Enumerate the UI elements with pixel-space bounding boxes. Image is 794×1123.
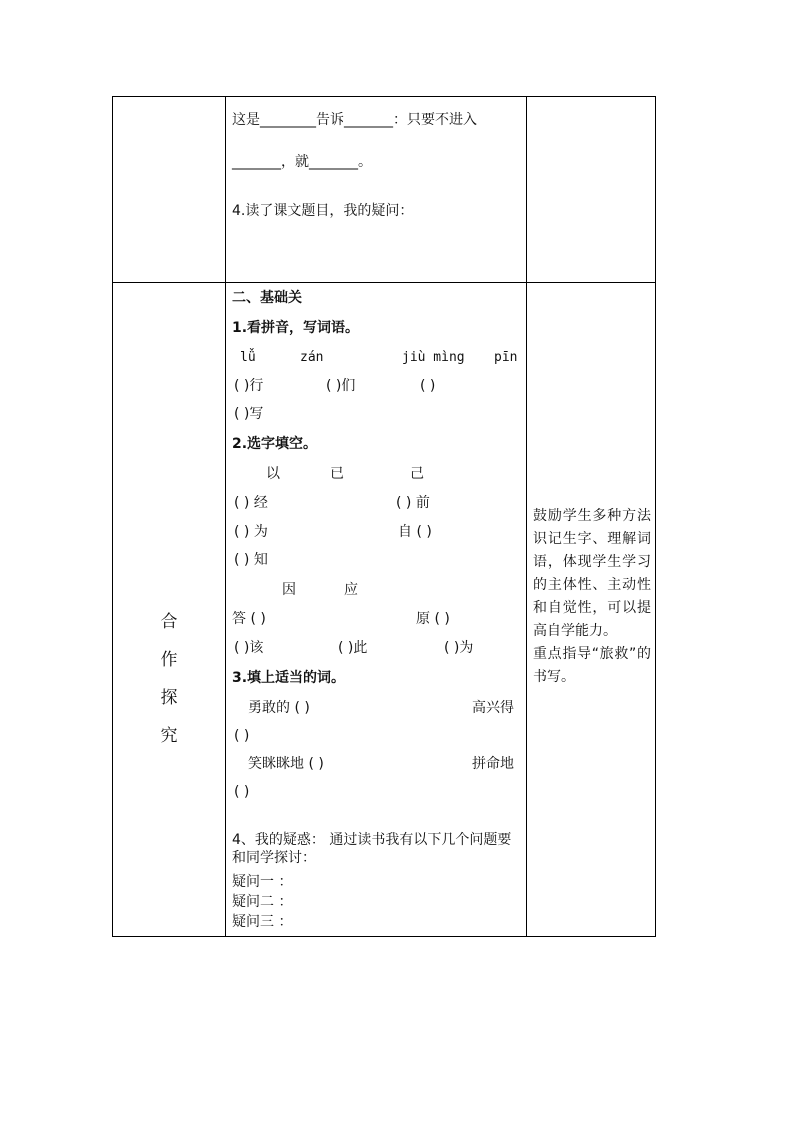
label-char: 作 <box>160 650 178 670</box>
pinyin-4: pīn <box>494 350 518 365</box>
row1-label-cell <box>113 97 226 283</box>
note-text: 鼓励学生多种方法识记生字、理解词语，体现学生学习的主体性、主动性和自觉性，可以提高自学能力。 重点指导“旅救”的书写。 <box>533 508 651 685</box>
lesson-plan-table <box>112 96 656 937</box>
answer-blank: 原 ( ) <box>416 611 450 627</box>
pinyin-3: jiù mìng <box>402 350 465 365</box>
label-char: 究 <box>160 726 178 746</box>
q3-title: 3.填上适当的词。 <box>232 670 346 686</box>
pinyin-1: lǚ <box>240 350 256 365</box>
pinyin-2: zán <box>300 350 324 365</box>
answer-blank: ( ) 前 <box>396 495 430 511</box>
answer-blank: ( )行 <box>234 378 264 394</box>
q4-text: 4、我的疑惑： 通过读书我有以下几个问题要和同学探讨： <box>232 832 512 866</box>
fill-blank-line-2: _______，就_______。 <box>232 154 372 170</box>
table-row <box>113 97 656 283</box>
row1-note-cell <box>527 97 656 283</box>
answer-blank: ( )写 <box>234 406 264 422</box>
question-4-prompt: 4.读了课文题目，我的疑问： <box>232 203 414 219</box>
answer-blank: ( ) <box>234 728 250 744</box>
answer-blank: ( ) <box>234 784 250 800</box>
section-label-vertical <box>113 603 225 755</box>
answer-blank: ( ) 经 <box>234 495 268 511</box>
question-item: 疑问三 ： <box>232 914 293 930</box>
row2-content-cell <box>226 283 527 937</box>
phrase-word: 高兴得 <box>472 700 514 716</box>
phrase-blank: 笑眯眯地 ( ) <box>248 756 324 772</box>
row1-content-cell <box>226 97 527 283</box>
phrase-word: 拼命地 <box>472 756 514 772</box>
fill-blank-line-1: 这是________告诉_______：只要不进入 <box>232 112 477 128</box>
choice-char: 以 <box>266 466 280 482</box>
q1-title: 1.看拼音，写词语。 <box>232 320 360 336</box>
table-row <box>113 283 656 937</box>
answer-blank: 自 ( ) <box>398 524 432 540</box>
question-item: 疑问二 ： <box>232 894 293 910</box>
choice-char: 应 <box>344 582 358 598</box>
answer-blank: ( ) 为 <box>234 524 268 540</box>
row2-note-cell <box>527 283 656 937</box>
q2-title: 2.选字填空。 <box>232 436 318 452</box>
answer-blank: ( )为 <box>444 640 474 656</box>
answer-blank: ( )该 <box>234 640 264 656</box>
answer-blank: ( )们 <box>326 378 356 394</box>
section-title: 二、基础关 <box>232 290 302 306</box>
teaching-note <box>533 505 651 689</box>
choice-char: 己 <box>410 466 424 482</box>
choice-char: 因 <box>282 582 296 598</box>
label-char: 探 <box>160 688 178 708</box>
choice-char: 已 <box>330 466 344 482</box>
row2-label-cell <box>113 283 226 937</box>
phrase-blank: 勇敢的 ( ) <box>248 700 310 716</box>
label-char: 合 <box>160 612 178 632</box>
answer-blank: ( ) <box>420 378 436 394</box>
answer-blank: ( ) 知 <box>234 552 268 568</box>
question-item: 疑问一 ： <box>232 874 293 890</box>
answer-blank: 答 ( ) <box>232 611 266 627</box>
answer-blank: ( )此 <box>338 640 368 656</box>
